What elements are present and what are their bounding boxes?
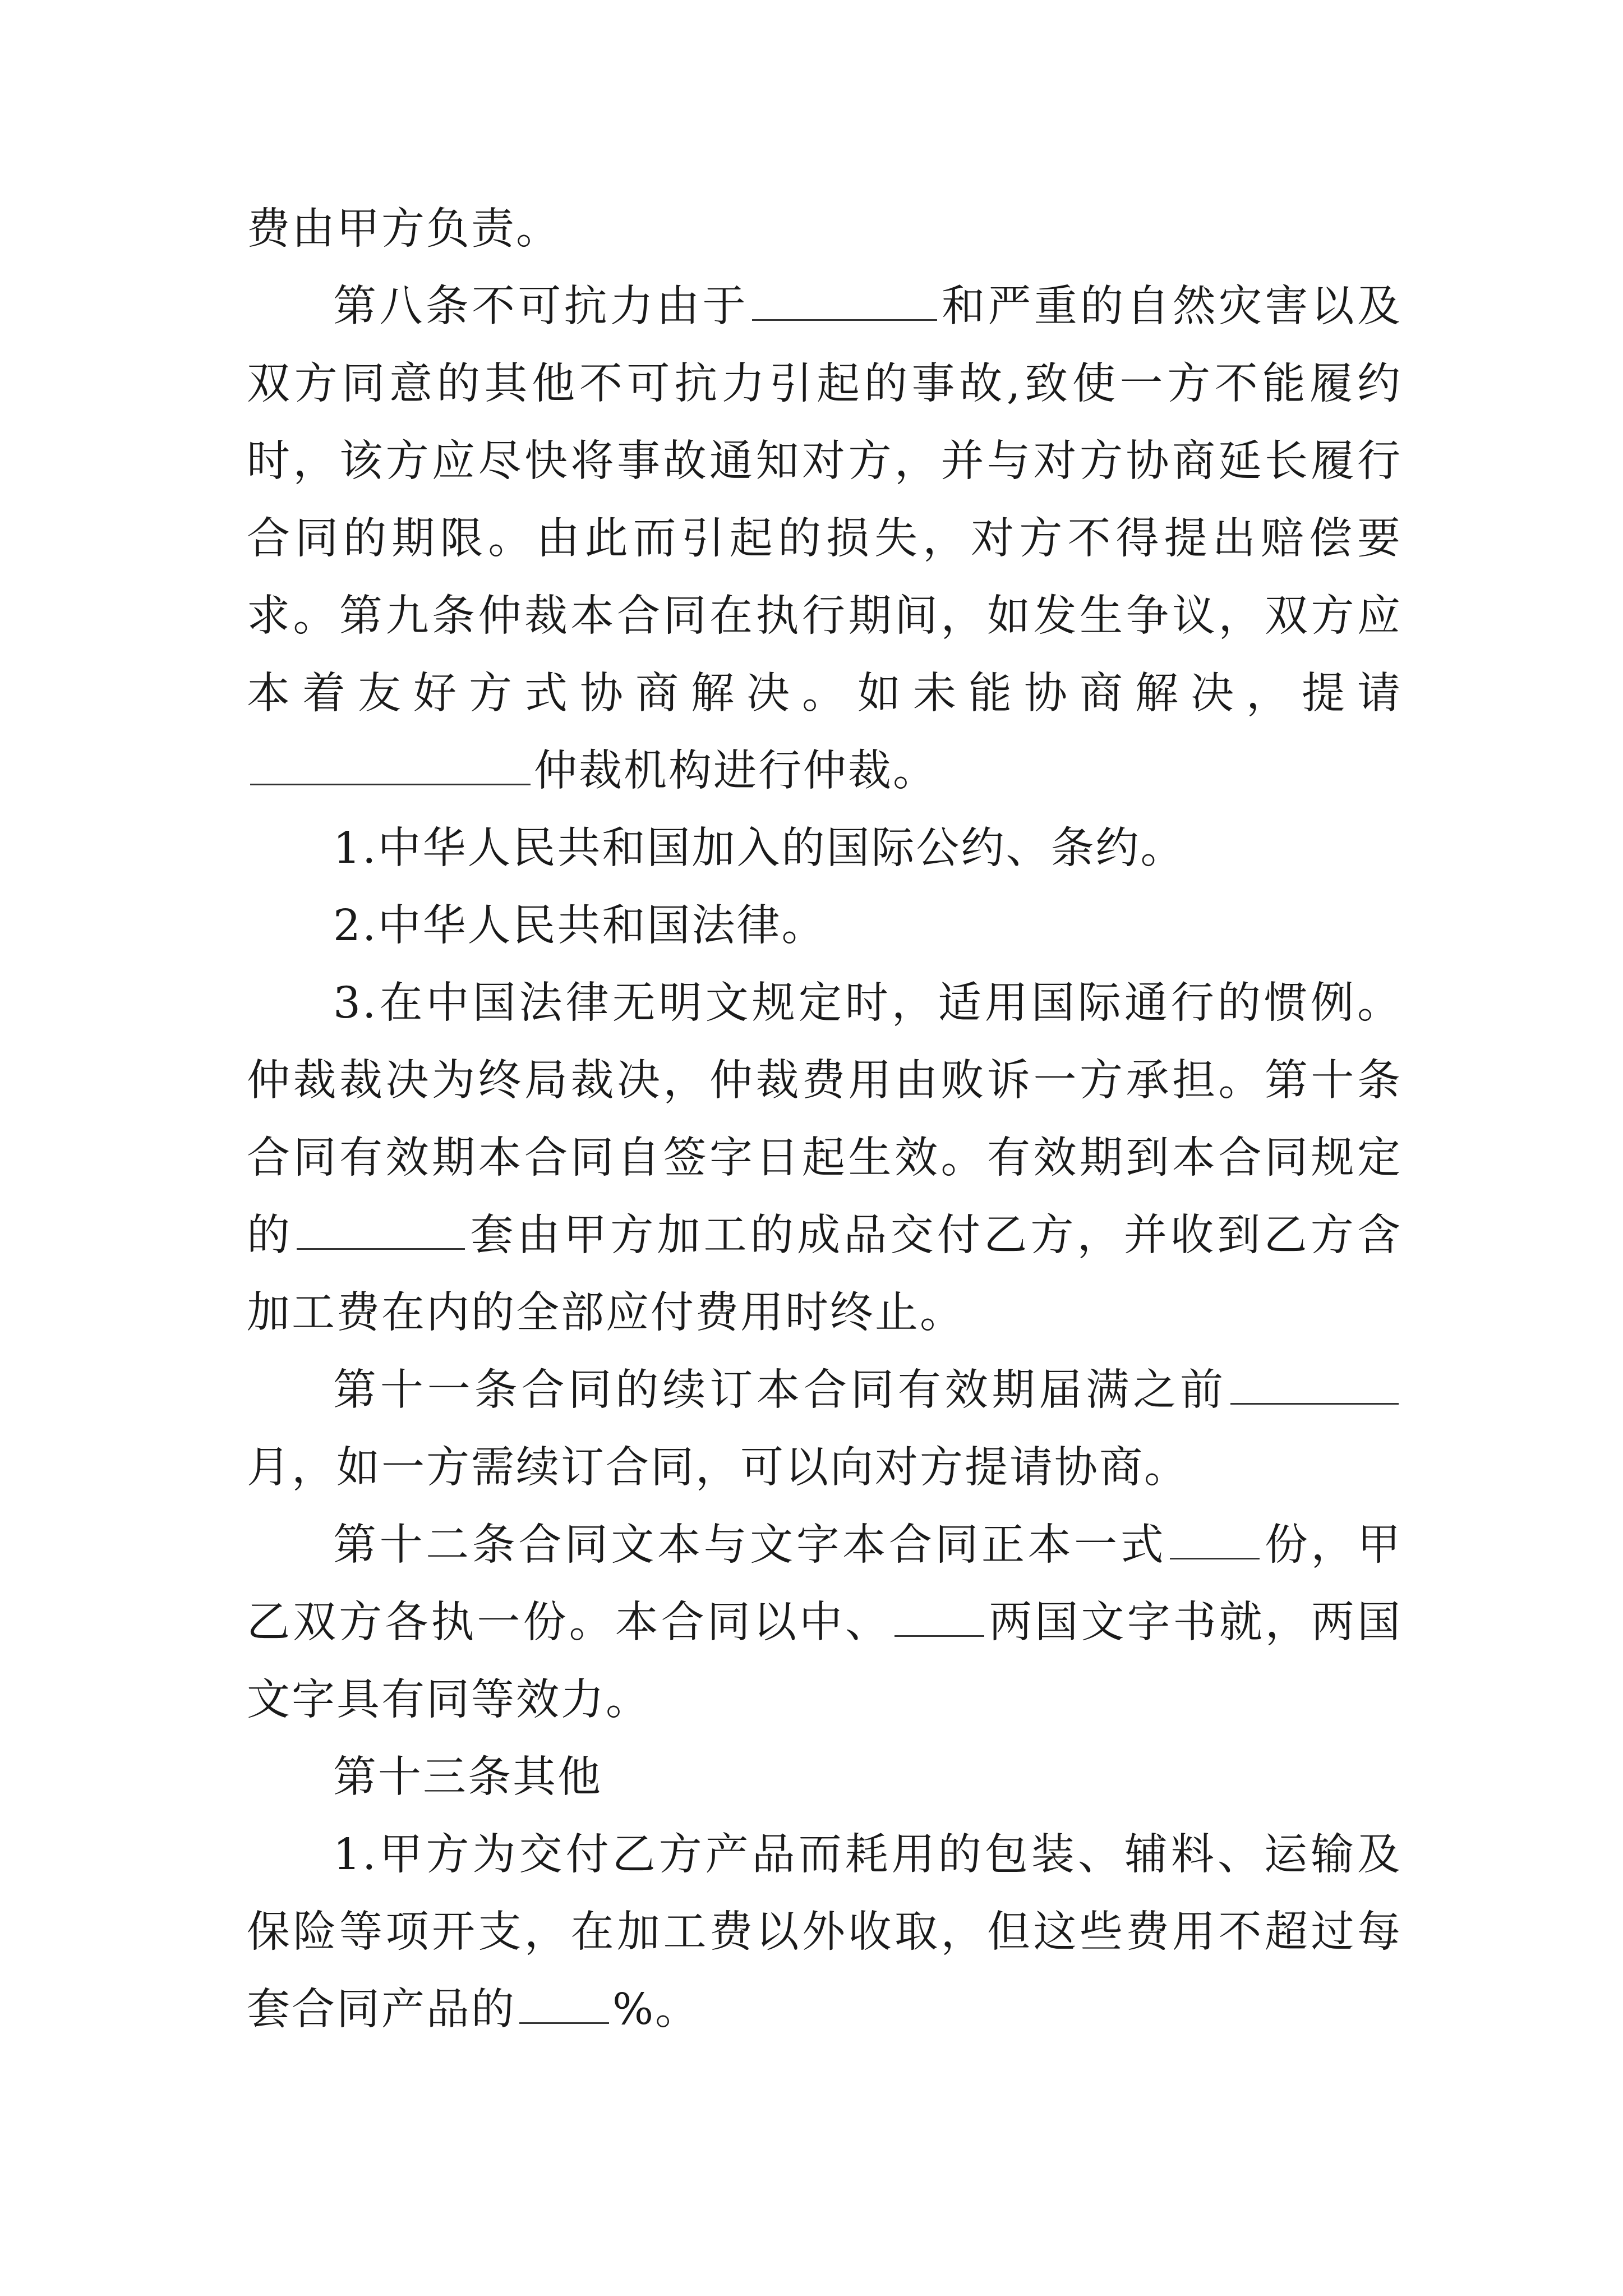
text: 1.甲方为交付乙方产品而耗用的包装、辅料、运输及保险等项开支，在加工费以外收取，但这些费用不超过每套合同产品的 — [247, 1830, 1402, 2035]
paragraph-law-item-1 — [247, 810, 1402, 887]
text: 费由甲方负责。 — [247, 204, 561, 254]
fill-blank-arbitration-body — [250, 783, 531, 785]
text: 1.中华人民共和国加入的国际公约、条约。 — [333, 823, 1186, 873]
paragraph-article-13-heading — [247, 1739, 1402, 1816]
fill-blank-percent — [519, 2022, 609, 2024]
text: 第十三条其他 — [333, 1752, 602, 1802]
text: 第八条不可抗力由于 — [333, 282, 749, 332]
paragraph-article-11 — [247, 1352, 1402, 1507]
fill-blank-language — [895, 1635, 984, 1637]
paragraph-law-item-3-article-10 — [247, 965, 1402, 1352]
document-body — [247, 191, 1402, 2049]
text: 仲裁机构进行仲裁。 — [534, 746, 938, 796]
paragraph-law-item-2 — [247, 887, 1402, 965]
fill-blank-sets — [297, 1248, 465, 1250]
text: 2.中华人民共和国法律。 — [333, 901, 827, 951]
paragraph-article-8-9 — [247, 268, 1402, 810]
text: 月，如一方需续订合同，可以向对方提请协商。 — [247, 1443, 1189, 1493]
paragraph-article-13-item-1 — [247, 1816, 1402, 2049]
fill-blank-months — [1230, 1402, 1399, 1405]
paragraph-fee-responsibility — [247, 191, 1402, 268]
text: 份，甲乙双方各执一份。本合同以中、 — [247, 1520, 1403, 1648]
fill-blank-force-majeure — [752, 319, 937, 321]
text: 和严重的自然灾害以及双方同意的其他不可抗力引起的事故,致使一方不能履约时，该方应尽快将事故通知对方，并与对方协商延长履行合同的期限。由此而引起的损失，对方不得提出赔偿要求。第九条仲裁本合同在执行期间，如发生争议，双方应本着友好方式协商解决。如未能协商解决，提请 — [247, 282, 1403, 719]
fill-blank-copies — [1170, 1557, 1260, 1559]
text: 第十一条合同的续订本合同有效期届满之前 — [333, 1365, 1227, 1415]
text: 第十二条合同文本与文字本合同正本一式 — [333, 1520, 1167, 1570]
paragraph-article-12 — [247, 1507, 1402, 1739]
text: 3.在中国法律无明文规定时，适用国际通行的惯例。仲裁裁决为终局裁决，仲裁费用由败诉一方承担。第十条合同有效期本合同自签字日起生效。有效期到本合同规定的 — [247, 978, 1402, 1260]
text: 套由甲方加工的成品交付乙方，并收到乙方含加工费在内的全部应付费用时终止。 — [247, 1211, 1403, 1338]
text: %。 — [612, 1985, 700, 2035]
text: 两国文字书就，两国文字具有同等效力。 — [247, 1598, 1403, 1725]
